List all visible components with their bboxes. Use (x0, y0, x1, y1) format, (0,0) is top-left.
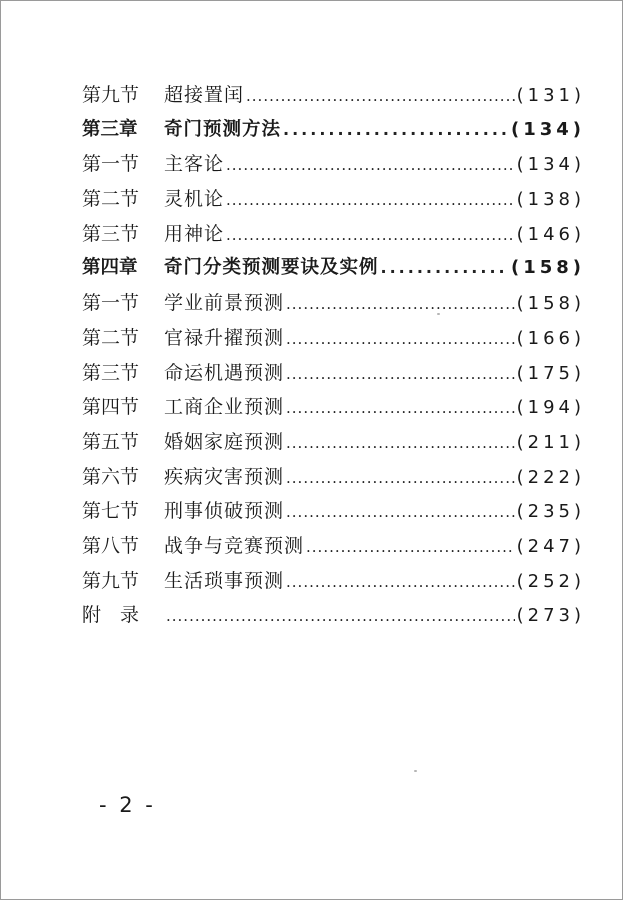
toc-entry (82, 529, 585, 564)
toc-entry-title: 工商企业预测 (164, 396, 285, 419)
toc-entry-title: 战争与竞赛预测 (164, 534, 305, 557)
dot-leader (286, 565, 515, 600)
toc-entry-page: (211) (516, 431, 585, 453)
toc-entry (82, 286, 585, 321)
toc-entry-label: 第四节 (82, 396, 140, 419)
toc-entry-title: 用神论 (164, 222, 225, 245)
toc-entry-label: 第三章 (82, 118, 138, 140)
scan-speck (437, 313, 440, 315)
toc-entry-label: 第二节 (82, 188, 140, 211)
toc-entry-page: (158) (516, 293, 585, 315)
toc-entry-page: (273) (516, 605, 585, 627)
dot-leader (286, 461, 515, 496)
toc-chapter-entry (82, 251, 585, 286)
toc-entry-page: (146) (516, 223, 585, 245)
dot-leader (226, 218, 515, 253)
toc-entry-page: (194) (516, 397, 585, 419)
toc-entry (82, 494, 585, 529)
toc-entry-page: (252) (516, 570, 585, 592)
page-number: - 2 - (99, 793, 156, 817)
toc-entry-title: 命运机遇预测 (164, 361, 285, 384)
toc-entry-title: 刑事侦破预测 (164, 500, 285, 523)
toc-entry-page: (235) (516, 501, 585, 523)
toc-entry (82, 78, 585, 113)
table-of-contents (82, 78, 585, 633)
toc-entry (82, 182, 585, 217)
toc-entry-label: 第五节 (82, 430, 140, 453)
toc-entry-page: (134) (510, 118, 585, 140)
toc-entry-title: 官禄升擢预测 (164, 326, 285, 349)
toc-entry-label: 第九节 (82, 84, 140, 106)
toc-chapter-entry (82, 113, 585, 148)
toc-entry-title: 疾病灾害预测 (164, 465, 285, 488)
toc-entry (82, 147, 585, 182)
dot-leader (226, 183, 515, 218)
toc-entry-label: 第一节 (82, 153, 140, 176)
toc-entry-title: 学业前景预测 (164, 292, 285, 315)
dot-leader (283, 113, 509, 148)
toc-entry-title: 奇门预测方法 (164, 118, 282, 140)
toc-entry-label: 第四章 (82, 257, 138, 279)
toc-entry (82, 460, 585, 495)
dot-leader (286, 495, 515, 530)
toc-entry-title: 奇门分类预测要诀及实例 (164, 257, 379, 279)
toc-entry-label: 第八节 (82, 534, 140, 557)
toc-entry (82, 564, 585, 599)
toc-entry-label: 第七节 (82, 500, 140, 523)
toc-entry-label: 第一节 (82, 292, 140, 315)
toc-entry (82, 217, 585, 252)
toc-entry-title: 生活琐事预测 (164, 569, 285, 592)
toc-entry (82, 425, 585, 460)
toc-entry-label: 第三节 (82, 361, 140, 384)
dot-leader (226, 148, 515, 183)
dot-leader (246, 79, 515, 114)
toc-entry-label: 第六节 (82, 465, 140, 488)
toc-entry-page: (222) (516, 466, 585, 488)
dot-leader (286, 391, 515, 426)
dot-leader (286, 287, 515, 322)
toc-entry-label: 第三节 (82, 222, 140, 245)
dot-leader (286, 426, 515, 461)
toc-entry-title: 灵机论 (164, 188, 225, 211)
toc-entry (82, 321, 585, 356)
toc-entry-page: (247) (516, 535, 585, 557)
toc-entry-title: 婚姻家庭预测 (164, 430, 285, 453)
toc-appendix-entry (82, 598, 585, 633)
toc-entry-label: 附 录 (82, 604, 140, 627)
toc-entry-page: (131) (516, 85, 585, 106)
dot-leader (306, 530, 515, 565)
toc-entry (82, 356, 585, 391)
toc-entry-label: 第九节 (82, 569, 140, 592)
toc-entry-page: (158) (510, 257, 585, 279)
toc-entry-page: (138) (516, 189, 585, 211)
toc-entry-page: (175) (516, 362, 585, 384)
dot-leader (286, 357, 515, 392)
dot-leader (166, 599, 515, 634)
toc-entry-title: 超接置闰 (164, 84, 245, 106)
dot-leader (381, 251, 509, 286)
toc-entry-page: (166) (516, 327, 585, 349)
toc-entry (82, 390, 585, 425)
toc-entry-title: 主客论 (164, 153, 225, 176)
scan-speck (414, 770, 417, 772)
toc-entry-page: (134) (516, 154, 585, 176)
dot-leader (286, 322, 515, 357)
toc-entry-label: 第二节 (82, 326, 140, 349)
